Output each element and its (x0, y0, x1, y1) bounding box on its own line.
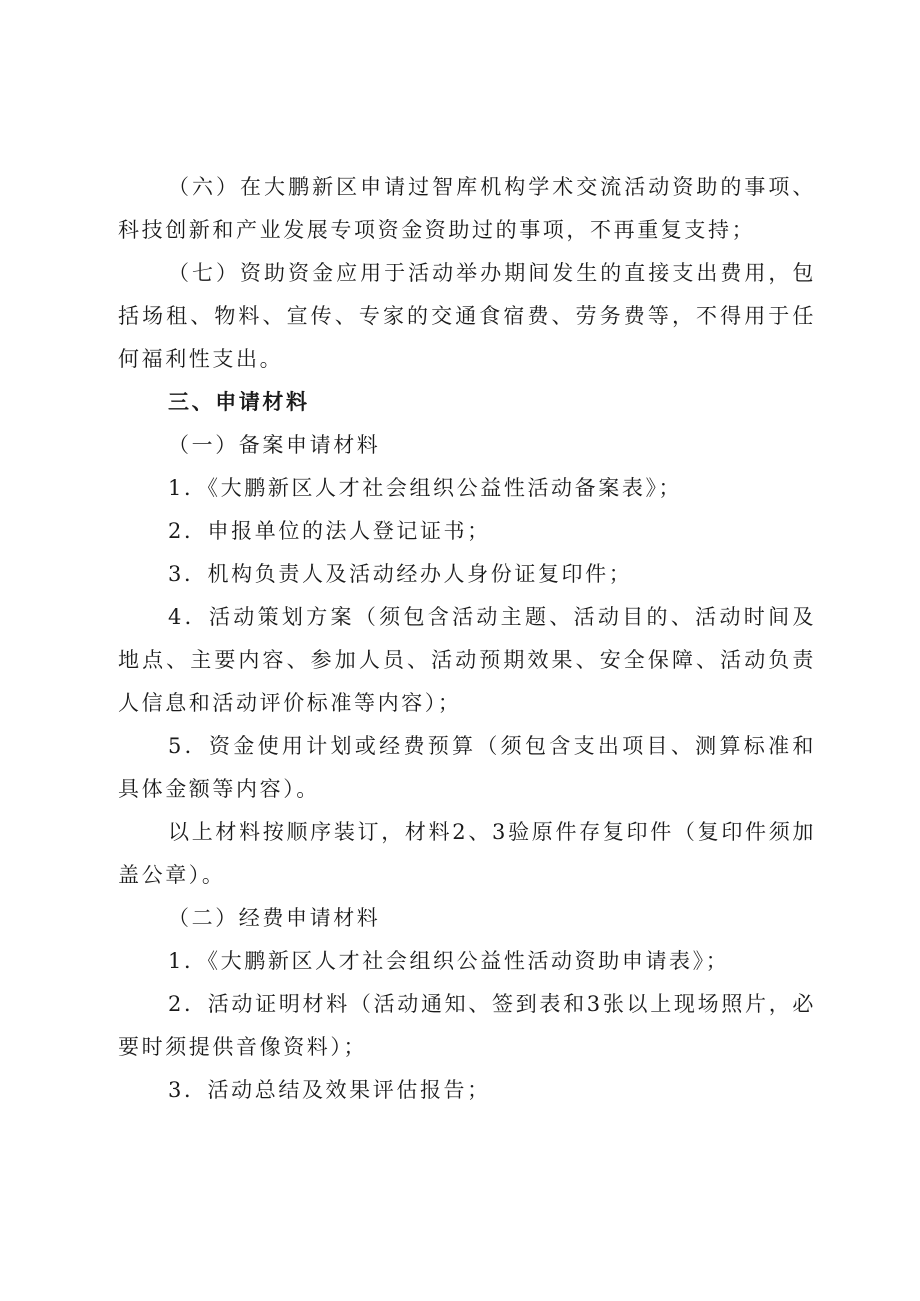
document-page (118, 166, 816, 1112)
filing-item-4: 4．活动策划方案（须包含活动主题、活动目的、活动时间及地点、主要内容、参加人员、活动预期效果、安全保障、活动负责人信息和活动评价标准等内容）； (118, 605, 816, 715)
funding-item-2: 2．活动证明材料（活动通知、签到表和3张以上现场照片，必要时须提供音像资料）； (118, 992, 816, 1059)
filing-item-2: 2．申报单位的法人登记证书； (168, 519, 491, 543)
funding-subheading: （二）经费申请材料 (168, 906, 381, 930)
filing-item-5: 5．资金使用计划或经费预算（须包含支出项目、测算标准和具体金额等内容）。 (118, 734, 816, 801)
funding-item-3: 3．活动总结及效果评估报告； (168, 1078, 491, 1102)
filing-item-3: 3．机构负责人及活动经办人身份证复印件； (168, 562, 633, 586)
paragraph-item-7: （七）资助资金应用于活动举办期间发生的直接支出费用，包括场租、物料、宣传、专家的交通食宿费、劳务费等，不得用于任何福利性支出。 (118, 261, 816, 371)
filing-item-1: 1．《大鹏新区人才社会组织公益性活动备案表》； (168, 476, 683, 500)
filing-subheading: （一）备案申请材料 (168, 433, 381, 457)
paragraph-item-6: （六）在大鹏新区申请过智库机构学术交流活动资助的事项、科技创新和产业发展专项资金资助过的事项，不再重复支持； (118, 175, 816, 242)
section-heading-application-materials: 三、申请材料 (168, 390, 310, 414)
filing-note: 以上材料按顺序装订，材料2、3验原件存复印件（复印件须加盖公章）。 (118, 820, 816, 887)
funding-item-1: 1．《大鹏新区人才社会组织公益性活动资助申请表》； (168, 949, 730, 973)
